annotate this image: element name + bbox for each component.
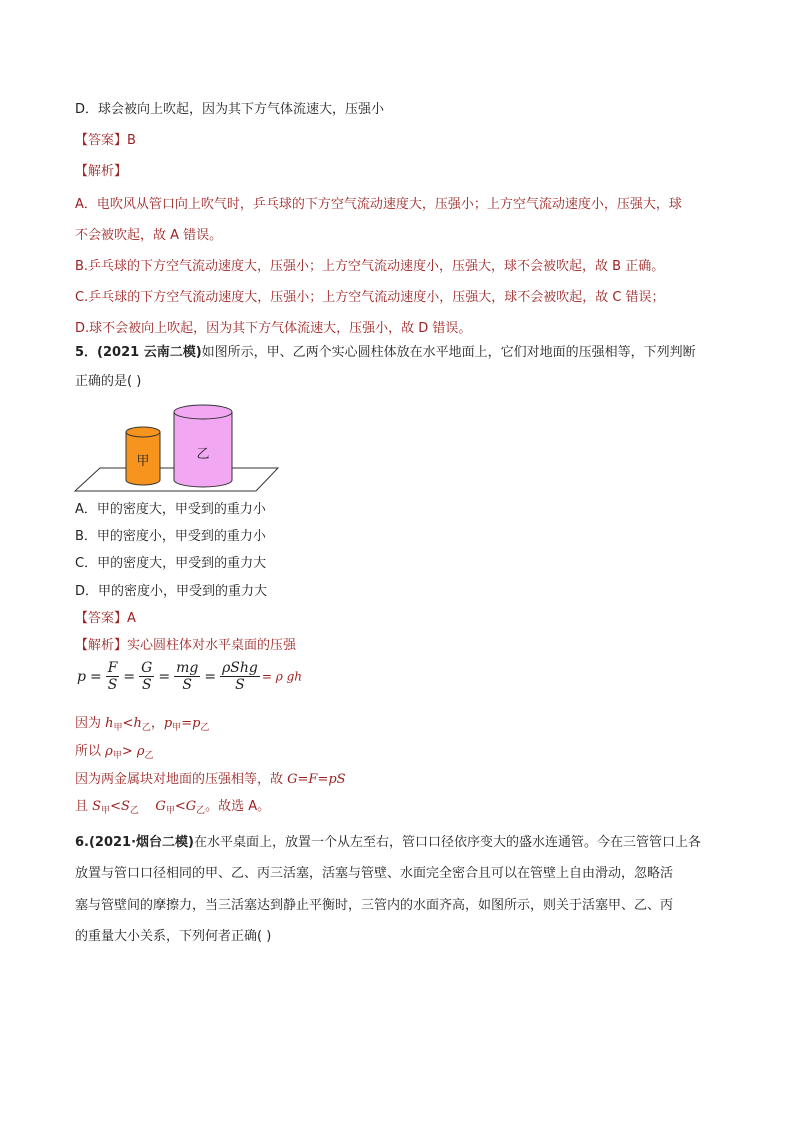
q5-option-a: A．甲的密度大，甲受到的重力小	[75, 502, 266, 517]
q5-stem-line2: 正确的是( )	[75, 374, 142, 389]
q4-analysis-d: D.球不会被向上吹起，因为其下方气体流速大，压强小，故 D 错误。	[75, 321, 472, 336]
q5-analysis-title: 【解析】	[75, 638, 128, 653]
q5-because-height: 因为 $h_甲<h_乙$，$p_甲=p_乙$	[75, 716, 210, 733]
frac-g-s: $\frac{G}{S}$	[141, 660, 153, 693]
cylinder-yi	[174, 405, 232, 487]
q6-stem-text: 在水平桌面上，放置一个从左至右，管口口径依序变大的盛水连通管。今在三管管口上各	[194, 835, 702, 850]
q6-source: (2021·烟台二模)	[88, 835, 194, 850]
q5-option-d: D．甲的密度小，甲受到的重力大	[75, 584, 268, 599]
q5-analysis-line	[75, 637, 296, 655]
q5-analysis-intro: 实心圆柱体对水平桌面的压强	[127, 638, 297, 653]
pressure-formula: p = $\frac{F}{S}$ = $\frac{G}{S}$ = $\frac{mg}{S}$ = $\frac{\text{ρShg}}{S}$ = ρ gh	[77, 660, 303, 693]
q5-answer: 【答案】A	[75, 611, 136, 626]
q6-stem-line4: 的重量大小关系，下列何者正确( )	[75, 929, 272, 944]
frac-mg-s: $\frac{mg}{S}$	[176, 660, 199, 693]
q5-number: 5．	[75, 345, 98, 360]
q5-stem-line1	[75, 344, 696, 362]
q6-number: 6.	[75, 835, 89, 850]
frac-f-s: $\frac{F}{S}$	[107, 660, 118, 693]
formula-p: p	[77, 668, 86, 685]
frac-rhoshg-s: $\frac{\text{ρShg}}{S}$	[222, 660, 258, 693]
label-jia: 甲	[136, 454, 150, 469]
q6-stem-line2: 放置与管口口径相同的甲、乙、丙三活塞，活塞与管壁、水面完全密合且可以在管壁上自由滑动，忽略活	[75, 866, 674, 881]
q4-answer: 【答案】B	[75, 133, 136, 148]
q5-so-density: 所以 $\rho_甲> \rho_乙$	[75, 744, 154, 761]
q5-option-c: C．甲的密度大，甲受到的重力大	[75, 556, 267, 571]
q5-source: (2021 云南二模)	[97, 345, 202, 360]
formula-result: = ρ gh	[261, 669, 303, 684]
q6-stem-line1	[75, 834, 701, 852]
q4-analysis-a-line2: 不会被吹起，故 A 错误。	[75, 228, 223, 243]
q5-stem-text: 如图所示，甲、乙两个实心圆柱体放在水平地面上，它们对地面的压强相等，下列判断	[201, 345, 696, 360]
q4-analysis-b: B.乒乓球的下方空气流动速度大，压强小；上方空气流动速度小，压强大，球不会被吹起，故 B 正确。	[75, 259, 665, 274]
q4-analysis-title: 【解析】	[75, 164, 128, 179]
q5-because-pressure-equal: 因为两金属块对地面的压强相等，故 G=F=pS	[75, 772, 346, 787]
q4-analysis-c: C.乒乓球的下方空气流动速度大，压强小；上方空气流动速度小，压强大，球不会被吹起，故 C 错误；	[75, 290, 665, 305]
q4-analysis-a-line1: A．电吹风从管口向上吹气时，乒乓球的下方空气流动速度大，压强小；上方空气流动速度小，压强大，球	[75, 197, 682, 212]
q5-conclusion: 且 $S_甲<S_乙$ $G_甲<G_乙$。故选 A。	[75, 799, 271, 816]
q6-stem-line3: 塞与管壁间的摩擦力，当三活塞达到静止平衡时，三管内的水面齐高，如图所示，则关于活塞甲、乙、丙	[75, 898, 674, 913]
q5-cylinders-figure	[70, 398, 285, 496]
q4-option-d: D．球会被向上吹起，因为其下方气体流速大，压强小	[75, 102, 385, 117]
cylinder-jia	[126, 427, 160, 485]
q5-option-b: B．甲的密度小，甲受到的重力小	[75, 529, 266, 544]
label-yi: 乙	[196, 447, 210, 462]
